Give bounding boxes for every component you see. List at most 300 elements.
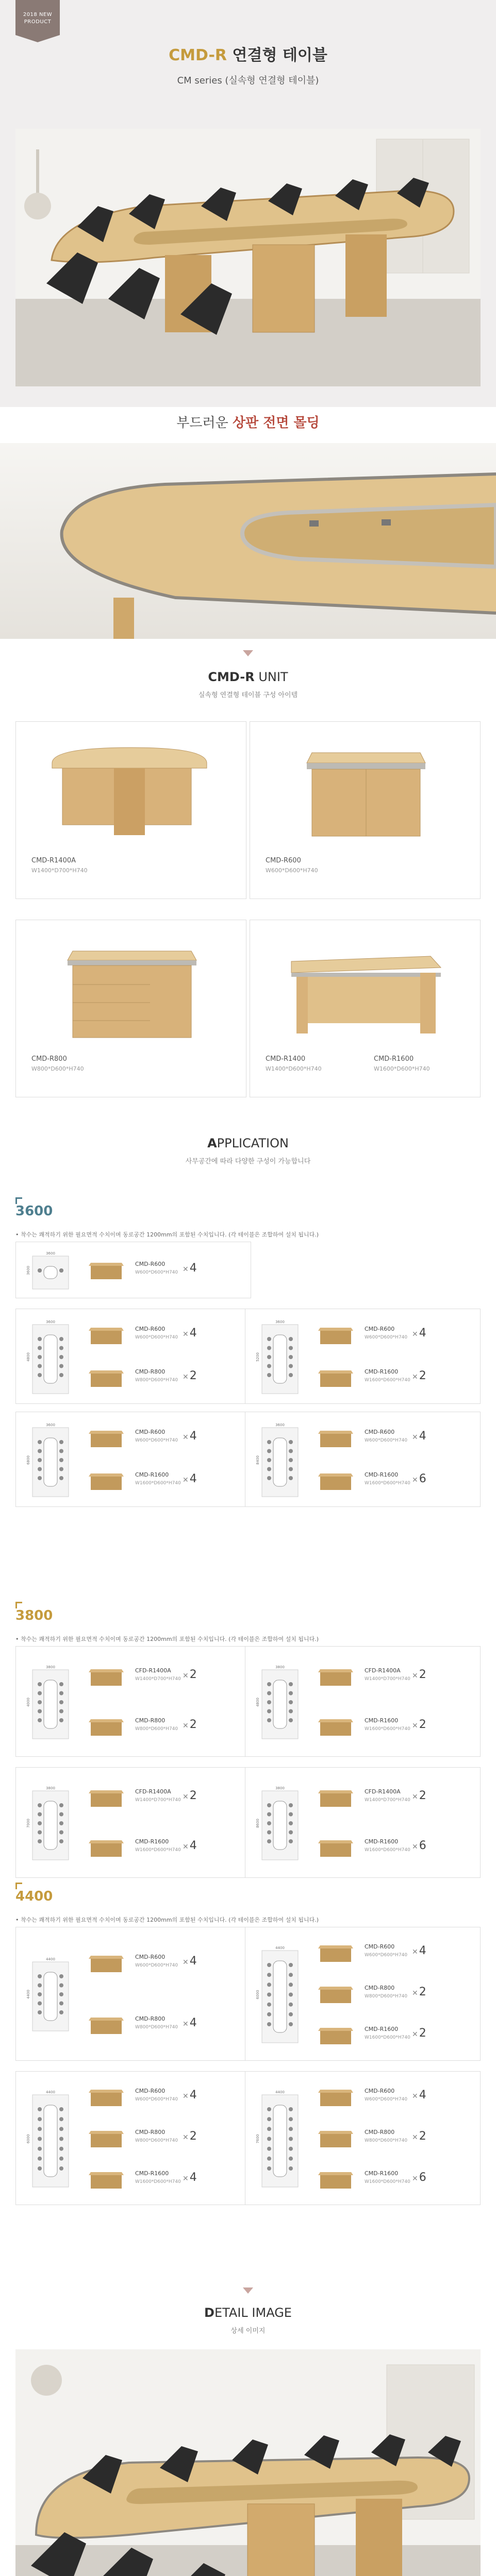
multiply-icon: ✕	[183, 2133, 189, 2142]
unit-name: CMD-R1400	[266, 1055, 306, 1063]
quantity-value: 2	[419, 1789, 426, 1802]
item-name: CMD-R600	[135, 1326, 166, 1333]
unit-name: CMD-R1600	[374, 1055, 414, 1063]
item-name: CFD-R1400A	[365, 1788, 401, 1795]
item-dimension: W1600*D600*H740	[365, 1480, 410, 1486]
detail-subtitle: 상세 이미지	[230, 2327, 266, 2335]
page-subtitle: CM series (실속형 연결형 테이블)	[177, 75, 319, 86]
plan-width-label: 3800	[275, 1665, 285, 1669]
detail-photo	[15, 2349, 481, 2576]
item-dimension: W1400*D700*H740	[135, 1676, 181, 1682]
item-quantity	[412, 1369, 426, 1382]
layout-item	[315, 2167, 470, 2193]
floor-plan-diagram	[25, 1785, 72, 1862]
multiply-icon: ✕	[412, 1722, 418, 1731]
unit-title-bold: CMD-R	[208, 670, 255, 684]
layout-item	[86, 1468, 240, 1494]
item-dimension: W1400*D700*H740	[365, 1797, 410, 1803]
item-quantity	[412, 2089, 426, 2102]
new-product-badge	[15, 0, 60, 35]
item-name: CFD-R1400A	[135, 1667, 171, 1674]
hero-section	[0, 0, 496, 407]
quantity-value: 4	[189, 2171, 197, 2184]
floor-plan-diagram	[255, 1944, 301, 2045]
multiply-icon: ✕	[183, 1958, 189, 1967]
multiply-icon: ✕	[412, 1948, 418, 1956]
quantity-value: 4	[419, 1327, 426, 1340]
application-subtitle: 사무공간에 따라 다양한 구성이 가능합니다	[185, 1158, 311, 1165]
feature-title-bold: 상판 전면 몰딩	[232, 415, 320, 431]
multiply-icon: ✕	[183, 1722, 189, 1731]
floor-plan-diagram	[25, 1250, 72, 1291]
item-dimension: W1600*D600*H740	[135, 1848, 181, 1853]
item-name: CMD-R1600	[135, 1471, 169, 1478]
multiply-icon: ✕	[183, 2175, 189, 2183]
unit-section-header	[0, 670, 496, 699]
plan-height-label: 4800	[26, 1352, 30, 1362]
item-name: CMD-R600	[365, 2088, 395, 2094]
layout-item	[315, 1426, 470, 1451]
layout-item	[86, 1835, 240, 1861]
layout-item	[315, 2084, 470, 2110]
layout-item	[315, 1468, 470, 1494]
unit-subtitle: 실속형 연결형 테이블 구성 아이템	[198, 691, 298, 699]
detail-title-bold: D	[204, 2306, 214, 2320]
quantity-value: 4	[189, 1430, 197, 1443]
item-name: CMD-R600	[135, 1954, 166, 1960]
layout-card	[15, 1412, 251, 1507]
item-quantity	[183, 2016, 197, 2029]
layout-item	[315, 2126, 470, 2151]
quantity-value: 6	[419, 1839, 426, 1853]
item-name: CMD-R1600	[135, 2170, 169, 2177]
item-name: CMD-R800	[365, 1985, 395, 1991]
floor-plan-diagram	[25, 1421, 72, 1499]
quantity-value: 4	[189, 1472, 197, 1485]
quantity-value: 2	[419, 1369, 426, 1382]
item-dimension: W600*D600*H740	[365, 2097, 408, 2102]
quantity-value: 2	[419, 1668, 426, 1681]
table-unit-thumbnail	[315, 2084, 356, 2107]
item-quantity	[183, 1789, 197, 1802]
size-section-title: 4400	[15, 1889, 53, 1904]
item-name: CMD-R600	[365, 1326, 395, 1333]
quantity-value: 2	[189, 1369, 197, 1382]
multiply-icon: ✕	[183, 1372, 189, 1381]
size-section-title: 3600	[15, 1204, 53, 1219]
multiply-icon: ✕	[183, 1843, 189, 1852]
item-quantity	[412, 1718, 426, 1731]
plan-height-label: 3600	[26, 1266, 30, 1275]
layout-item	[86, 1258, 240, 1283]
item-dimension: W600*D600*H740	[135, 1963, 178, 1968]
floor-plan-diagram	[25, 2089, 72, 2189]
plan-width-label: 3600	[46, 1251, 55, 1256]
layout-item	[86, 2167, 240, 2193]
item-quantity	[412, 1472, 426, 1485]
plan-width-label: 3600	[46, 1422, 55, 1427]
floor-plan-diagram	[255, 2089, 301, 2189]
table-edge-illustration	[0, 443, 496, 639]
item-quantity	[183, 1327, 197, 1340]
item-quantity	[183, 2089, 197, 2102]
layout-card	[15, 1309, 251, 1404]
quantity-value: 4	[189, 2016, 197, 2029]
plan-width-label: 3600	[46, 1319, 55, 1324]
item-name: CMD-R1600	[365, 1717, 399, 1724]
item-dimension: W800*D600*H740	[135, 1377, 178, 1383]
item-quantity	[412, 2027, 426, 2040]
badge-line-1: 2018 NEW	[23, 12, 53, 18]
plan-height-label: 4400	[26, 1990, 30, 1999]
layout-item	[86, 2084, 240, 2110]
hero-photo	[15, 129, 481, 386]
item-quantity	[183, 2130, 197, 2143]
detail-table-illustration	[15, 2349, 481, 2576]
table-unit-thumbnail	[315, 1714, 356, 1737]
unit-dimension: W1600*D600*H740	[374, 1065, 430, 1072]
section-divider	[243, 2287, 253, 2294]
layout-item	[315, 2023, 470, 2048]
layout-item	[315, 1981, 470, 2007]
floor-plan-diagram	[255, 1421, 301, 1499]
quantity-value: 4	[189, 1327, 197, 1340]
unit-name: CMD-R1400A	[31, 857, 76, 865]
table-unit-thumbnail	[86, 1258, 127, 1280]
table-unit-thumbnail	[315, 1426, 356, 1448]
multiply-icon: ✕	[412, 1476, 418, 1484]
item-name: CMD-R800	[135, 2129, 166, 2136]
item-dimension: W600*D600*H740	[135, 2097, 178, 2102]
table-unit-thumbnail	[86, 1468, 127, 1491]
layout-item	[86, 2126, 240, 2151]
title-model: CMD-R	[169, 46, 227, 64]
item-quantity	[183, 1430, 197, 1443]
plan-height-label: 7600	[256, 2134, 260, 2143]
layout-card	[245, 1309, 481, 1404]
layout-item	[315, 1940, 470, 1966]
multiply-icon: ✕	[183, 2092, 189, 2100]
table-unit-thumbnail	[86, 1365, 127, 1388]
multiply-icon: ✕	[412, 1792, 418, 1801]
r1400-illustration	[250, 930, 481, 1044]
plan-height-label: 6000	[26, 2134, 30, 2143]
item-dimension: W1600*D600*H740	[365, 2179, 410, 2184]
unit-name: CMD-R600	[266, 857, 301, 865]
unit-card-r1400a	[15, 721, 246, 899]
detail-section-header	[0, 2306, 496, 2335]
layout-item	[315, 1365, 470, 1391]
quantity-value: 2	[189, 2130, 197, 2143]
item-quantity	[412, 2171, 426, 2184]
quantity-value: 6	[419, 1472, 426, 1485]
quantity-value: 2	[419, 2130, 426, 2143]
item-name: CMD-R1600	[365, 1471, 399, 1478]
multiply-icon: ✕	[183, 1792, 189, 1801]
item-name: CFD-R1400A	[135, 1788, 171, 1795]
item-dimension: W800*D600*H740	[135, 2138, 178, 2143]
item-dimension: W1600*D600*H740	[135, 1480, 181, 1486]
table-unit-thumbnail	[86, 1714, 127, 1737]
application-title	[0, 1136, 496, 1150]
item-dimension: W600*D600*H740	[365, 1335, 408, 1341]
item-name: CMD-R600	[365, 1943, 395, 1950]
item-name: CMD-R600	[365, 1429, 395, 1436]
table-unit-thumbnail	[315, 1365, 356, 1388]
layout-item	[86, 2012, 240, 2038]
badge-line-2: PRODUCT	[24, 19, 52, 25]
table-unit-thumbnail	[315, 1468, 356, 1491]
layout-item	[315, 1323, 470, 1348]
r800-illustration	[16, 930, 247, 1044]
layout-card	[15, 1242, 251, 1298]
floor-plan-diagram	[255, 1318, 301, 1396]
multiply-icon: ✕	[412, 1989, 418, 1997]
item-quantity	[183, 2171, 197, 2184]
table-unit-thumbnail	[86, 2126, 127, 2148]
layout-item	[315, 1664, 470, 1690]
plan-width-label: 4400	[275, 2090, 285, 2094]
quantity-value: 2	[419, 1718, 426, 1732]
unit-name: CMD-R800	[31, 1055, 67, 1063]
application-section-header	[0, 1136, 496, 1165]
item-name: CMD-R800	[135, 1368, 166, 1375]
multiply-icon: ✕	[412, 1671, 418, 1680]
multiply-icon: ✕	[183, 1433, 189, 1442]
plan-height-label: 8600	[256, 1818, 260, 1828]
plan-width-label: 4400	[46, 1957, 55, 1961]
item-dimension: W800*D600*H740	[135, 1726, 178, 1732]
item-quantity	[412, 1789, 426, 1802]
table-unit-thumbnail	[86, 1835, 127, 1858]
layout-item	[86, 1664, 240, 1690]
feature-title	[0, 412, 496, 431]
item-dimension: W600*D600*H740	[135, 1438, 178, 1444]
item-quantity	[183, 1839, 197, 1852]
item-name: CMD-R1600	[135, 1838, 169, 1845]
unit-card-r800	[15, 920, 246, 1097]
layout-item	[86, 1785, 240, 1811]
floor-plan-diagram	[25, 1318, 72, 1396]
layout-card	[15, 2071, 251, 2205]
plan-height-label: 5200	[256, 1352, 260, 1362]
table-unit-thumbnail	[315, 1981, 356, 2004]
plan-height-label: 4800	[256, 1697, 260, 1707]
table-unit-thumbnail	[86, 1426, 127, 1448]
layout-item	[86, 1426, 240, 1451]
layout-item	[86, 1365, 240, 1391]
layout-item	[86, 1323, 240, 1348]
table-unit-thumbnail	[86, 1323, 127, 1345]
item-name: CMD-R800	[135, 1717, 166, 1724]
item-dimension: W600*D600*H740	[365, 1438, 408, 1444]
table-unit-thumbnail	[315, 1940, 356, 1963]
quantity-value: 4	[189, 2089, 197, 2102]
item-name: CMD-R600	[135, 2088, 166, 2094]
layout-item	[315, 1714, 470, 1740]
item-quantity	[412, 1327, 426, 1340]
r1400a-illustration	[16, 732, 247, 835]
item-quantity	[183, 1668, 197, 1681]
table-unit-thumbnail	[86, 1664, 127, 1687]
multiply-icon: ✕	[183, 1671, 189, 1680]
plan-height-label: 7000	[26, 1818, 30, 1828]
size-section-title: 3800	[15, 1608, 53, 1623]
item-dimension: W1600*D600*H740	[365, 2035, 410, 2040]
quantity-value: 4	[189, 1955, 197, 1968]
application-title-rest: PPLICATION	[217, 1136, 289, 1150]
table-unit-thumbnail	[86, 2167, 127, 2190]
floor-plan-diagram	[255, 1785, 301, 1862]
title-text: 연결형 테이블	[232, 46, 327, 64]
quantity-value: 6	[419, 2171, 426, 2184]
layout-card	[245, 1927, 481, 2061]
size-section-note: • 착수는 쾌적하기 위한 필요면적 수치이며 동로공간 1200mm의 포함된 수치입니다. (각 테이블은 조합하여 설치 됩니다.)	[15, 1636, 319, 1642]
multiply-icon: ✕	[412, 1372, 418, 1381]
item-name: CMD-R1600	[365, 1368, 399, 1375]
multiply-icon: ✕	[183, 1476, 189, 1484]
quantity-value: 4	[419, 2089, 426, 2102]
r600-illustration	[250, 732, 481, 845]
plan-height-label: 6000	[256, 1990, 260, 1999]
table-unit-thumbnail	[315, 1835, 356, 1858]
unit-card-r1400-r1600	[250, 920, 481, 1097]
multiply-icon: ✕	[412, 2133, 418, 2142]
item-quantity	[412, 1430, 426, 1443]
quantity-value: 4	[189, 1262, 197, 1275]
layout-item	[315, 1835, 470, 1861]
unit-dimension: W800*D600*H740	[31, 1065, 84, 1072]
multiply-icon: ✕	[412, 1330, 418, 1339]
item-dimension: W1600*D600*H740	[365, 1848, 410, 1853]
item-dimension: W600*D600*H740	[365, 1953, 408, 1958]
unit-dimension: W600*D600*H740	[266, 867, 318, 874]
layout-card	[245, 1767, 481, 1878]
plan-height-label: 6800	[26, 1455, 30, 1465]
layout-card	[15, 1646, 251, 1757]
unit-title	[0, 670, 496, 684]
item-name: CMD-R600	[135, 1261, 166, 1267]
item-dimension: W800*D600*H740	[365, 2138, 408, 2143]
molding-closeup-photo	[0, 443, 496, 639]
item-quantity	[412, 2130, 426, 2143]
item-name: CMD-R800	[365, 2129, 395, 2136]
layout-item	[86, 1714, 240, 1740]
plan-width-label: 3600	[275, 1422, 285, 1427]
layout-card	[245, 1646, 481, 1757]
plan-width-label: 3800	[46, 1786, 55, 1790]
floor-plan-diagram	[25, 1664, 72, 1741]
table-unit-thumbnail	[315, 2126, 356, 2148]
item-name: CMD-R800	[135, 2015, 166, 2022]
quantity-value: 2	[189, 1789, 197, 1802]
quantity-value: 2	[189, 1718, 197, 1732]
quantity-value: 4	[419, 1944, 426, 1957]
multiply-icon: ✕	[412, 2175, 418, 2183]
section-divider	[243, 650, 253, 656]
multiply-icon: ✕	[183, 1265, 189, 1274]
item-name: CFD-R1400A	[365, 1667, 401, 1674]
feature-title-pre: 부드러운	[176, 415, 233, 431]
application-title-bold: A	[207, 1136, 217, 1150]
unit-card-r600	[250, 721, 481, 899]
item-dimension: W800*D600*H740	[365, 1994, 408, 1999]
quantity-value: 2	[419, 2027, 426, 2040]
item-quantity	[183, 1955, 197, 1968]
plan-width-label: 3800	[275, 1786, 285, 1790]
table-unit-thumbnail	[86, 2012, 127, 2035]
floor-plan-diagram	[25, 1956, 72, 2033]
item-dimension: W1400*D700*H740	[135, 1797, 181, 1803]
item-quantity	[412, 1668, 426, 1681]
item-dimension: W1400*D700*H740	[365, 1676, 410, 1682]
table-unit-thumbnail	[86, 2084, 127, 2107]
multiply-icon: ✕	[412, 2092, 418, 2100]
page-title	[0, 42, 496, 65]
table-unit-thumbnail	[315, 2023, 356, 2045]
item-dimension: W1600*D600*H740	[365, 1377, 410, 1383]
item-name: CMD-R1600	[365, 2026, 399, 2032]
item-quantity	[183, 1718, 197, 1731]
multiply-icon: ✕	[412, 1843, 418, 1852]
multiply-icon: ✕	[183, 2020, 189, 2028]
conference-table-illustration	[15, 129, 481, 386]
table-unit-thumbnail	[86, 1785, 127, 1808]
item-quantity	[183, 1369, 197, 1382]
multiply-icon: ✕	[412, 2030, 418, 2039]
item-name: CMD-R1600	[365, 1838, 399, 1845]
quantity-value: 4	[419, 1430, 426, 1443]
quantity-value: 4	[189, 1839, 197, 1853]
plan-width-label: 3600	[275, 1319, 285, 1324]
item-quantity	[183, 1472, 197, 1485]
table-unit-thumbnail	[315, 2167, 356, 2190]
plan-width-label: 4400	[275, 1945, 285, 1950]
layout-item	[315, 1785, 470, 1811]
plan-width-label: 3800	[46, 1665, 55, 1669]
unit-title-thin: UNIT	[254, 670, 288, 684]
layout-card	[245, 2071, 481, 2205]
table-unit-thumbnail	[315, 1664, 356, 1687]
item-dimension: W1600*D600*H740	[135, 2179, 181, 2184]
item-dimension: W600*D600*H740	[135, 1335, 178, 1341]
floor-plan-diagram	[255, 1664, 301, 1741]
table-unit-thumbnail	[315, 1323, 356, 1345]
plan-width-label: 4400	[46, 2090, 55, 2094]
item-dimension: W800*D600*H740	[135, 2025, 178, 2030]
layout-card	[15, 1767, 251, 1878]
multiply-icon: ✕	[412, 1433, 418, 1442]
item-quantity	[412, 1944, 426, 1957]
table-unit-thumbnail	[315, 1785, 356, 1808]
detail-title	[0, 2306, 496, 2320]
item-quantity	[183, 1262, 197, 1275]
item-dimension: W1600*D600*H740	[365, 1726, 410, 1732]
quantity-value: 2	[189, 1668, 197, 1681]
unit-dimension: W1400*D600*H740	[266, 1065, 322, 1072]
table-unit-thumbnail	[86, 1951, 127, 1973]
item-dimension: W600*D600*H740	[135, 1270, 178, 1275]
layout-card	[245, 1412, 481, 1507]
size-section-note: • 착수는 쾌적하기 위한 필요면적 수치이며 동로공간 1200mm의 포함된 수치입니다. (각 테이블은 조합하여 설치 됩니다.)	[15, 1917, 319, 1923]
item-name: CMD-R1600	[365, 2170, 399, 2177]
unit-dimension: W1400*D700*H740	[31, 867, 88, 874]
plan-height-label: 8400	[256, 1455, 260, 1465]
item-name: CMD-R600	[135, 1429, 166, 1436]
detail-title-rest: ETAIL IMAGE	[214, 2306, 292, 2320]
item-quantity	[412, 1986, 426, 1998]
size-section-note: • 착수는 쾌적하기 위한 필요면적 수치이며 동로공간 1200mm의 포함된 수치입니다. (각 테이블은 조합하여 설치 됩니다.)	[15, 1231, 319, 1238]
